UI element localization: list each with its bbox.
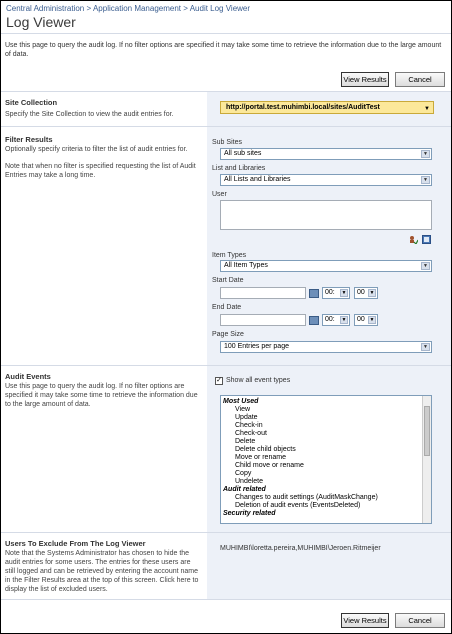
breadcrumb-separator: > — [183, 4, 188, 13]
chevron-down-icon: ▼ — [421, 262, 430, 270]
chevron-down-icon: ▼ — [421, 150, 430, 158]
page-header — [1, 1, 451, 32]
chevron-down-icon: ▼ — [341, 317, 347, 323]
lists-value: All Lists and Libraries — [224, 176, 291, 183]
breadcrumb-app-management[interactable]: Application Management — [92, 4, 182, 13]
cancel-button-top[interactable]: Cancel — [395, 72, 445, 87]
site-collection-title: Site Collection — [5, 98, 58, 107]
chevron-down-icon: ▼ — [421, 343, 430, 351]
item-types-value: All Item Types — [224, 262, 268, 269]
item-types-label: Item Types — [212, 252, 247, 259]
page-title: Log Viewer — [6, 14, 76, 30]
event-type-option[interactable]: Delete — [235, 438, 256, 445]
item-types-select[interactable] — [220, 260, 432, 272]
end-minute-select[interactable] — [354, 314, 378, 326]
exclude-title: Users To Exclude From The Log Viewer — [5, 539, 146, 548]
show-all-label: Show all event types — [226, 377, 291, 384]
end-date-label: End Date — [212, 304, 242, 311]
start-minute-select[interactable] — [354, 287, 378, 299]
address-book-icon[interactable] — [422, 235, 431, 244]
audit-events-title: Audit Events — [5, 372, 51, 381]
event-type-option[interactable]: View — [235, 406, 251, 413]
calendar-icon[interactable] — [309, 316, 319, 325]
start-hour-select[interactable] — [322, 287, 350, 299]
calendar-icon[interactable] — [309, 289, 319, 298]
chevron-down-icon: ▼ — [341, 290, 347, 296]
sub-sites-value: All sub sites — [224, 150, 262, 157]
scrollbar-thumb[interactable] — [424, 406, 430, 456]
show-all-checkbox[interactable]: ✓ — [216, 377, 222, 384]
user-label: User — [212, 191, 227, 198]
start-date-label: Start Date — [212, 277, 244, 284]
event-type-option[interactable]: Check-out — [235, 430, 267, 437]
chevron-down-icon: ▼ — [369, 317, 375, 323]
page-size-select[interactable] — [220, 341, 432, 353]
chevron-down-icon: ▼ — [424, 106, 430, 112]
sub-sites-select[interactable] — [220, 148, 432, 160]
exclude-desc: Note that the Systems Administrator has chosen to hide the audit entries for some users. The entries for these users are still logged and can be retrieved by entering the account name in the Filter Results area at the top of this screen. Click here to display the list of excluded users. — [5, 550, 199, 593]
lists-select[interactable] — [220, 174, 432, 186]
site-collection-value: http://portal.test.muhimbi.local/sites/AuditTest — [226, 104, 380, 111]
event-type-option[interactable]: Delete child objects — [235, 446, 296, 453]
event-types-listbox[interactable] — [220, 395, 432, 524]
check-names-icon[interactable] — [409, 235, 418, 244]
header-divider — [1, 33, 451, 34]
breadcrumb-central-admin[interactable]: Central Administration — [6, 4, 85, 13]
event-type-option[interactable]: Undelete — [235, 478, 264, 485]
filter-panel — [207, 127, 451, 365]
scrollbar[interactable] — [422, 396, 431, 523]
end-hour-value: 00: — [325, 316, 335, 323]
user-input[interactable] — [220, 200, 432, 230]
breadcrumb-audit-log-viewer[interactable]: Audit Log Viewer — [189, 4, 251, 13]
view-results-button-top[interactable]: View Results — [341, 72, 389, 87]
event-group-header: Security related — [223, 510, 276, 517]
filter-title: Filter Results — [5, 135, 53, 144]
sub-sites-label: Sub Sites — [212, 139, 242, 146]
page-size-label: Page Size — [212, 331, 244, 338]
event-group-header: Audit related — [223, 486, 266, 493]
event-type-option[interactable]: Child move or rename — [235, 462, 304, 469]
event-type-option[interactable]: Changes to audit settings (AuditMaskChange) — [235, 494, 378, 501]
cancel-button-bottom[interactable]: Cancel — [395, 613, 445, 628]
intro-text: Use this page to query the audit log. If no filter options are specified it may take some time to retrieve the information due to the large amount of data. — [5, 42, 442, 58]
excluded-users: MUHIMBI\loretta.pereira,MUHIMBI\Jeroen.Ritmeijer — [220, 545, 381, 552]
breadcrumb — [6, 4, 250, 13]
chevron-down-icon: ▼ — [421, 176, 430, 184]
site-collection-select[interactable] — [220, 101, 434, 114]
section-divider — [1, 599, 451, 600]
exclude-panel — [207, 533, 451, 599]
event-type-option[interactable]: Check-in — [235, 422, 263, 429]
event-type-option[interactable]: Move or rename — [235, 454, 286, 461]
end-hour-select[interactable] — [322, 314, 350, 326]
audit-events-desc: Use this page to query the audit log. If no filter options are specified it may take some time to retrieve the information due to the large amount of data. — [5, 383, 198, 408]
start-hour-value: 00: — [325, 289, 335, 296]
filter-desc: Optionally specify criteria to filter the list of audit entries for. — [5, 146, 188, 153]
start-minute-value: 00 — [357, 289, 365, 296]
page-size-value: 100 Entries per page — [224, 343, 289, 350]
event-type-option[interactable]: Copy — [235, 470, 252, 477]
end-minute-value: 00 — [357, 316, 365, 323]
lists-label: List and Libraries — [212, 165, 266, 172]
event-type-option[interactable]: Deletion of audit events (EventsDeleted) — [235, 502, 361, 509]
event-group-header: Most Used — [223, 398, 259, 405]
view-results-button-bottom[interactable]: View Results — [341, 613, 389, 628]
site-collection-desc: Specify the Site Collection to view the audit entries for. — [5, 111, 174, 118]
end-date-input[interactable] — [220, 314, 306, 326]
chevron-down-icon: ▼ — [369, 290, 375, 296]
filter-note: Note that when no filter is specified requesting the list of Audit Entries may take a long time. — [5, 163, 196, 179]
event-type-option[interactable]: Update — [235, 414, 258, 421]
event-list — [221, 396, 431, 518]
start-date-input[interactable] — [220, 287, 306, 299]
breadcrumb-separator: > — [86, 4, 92, 13]
